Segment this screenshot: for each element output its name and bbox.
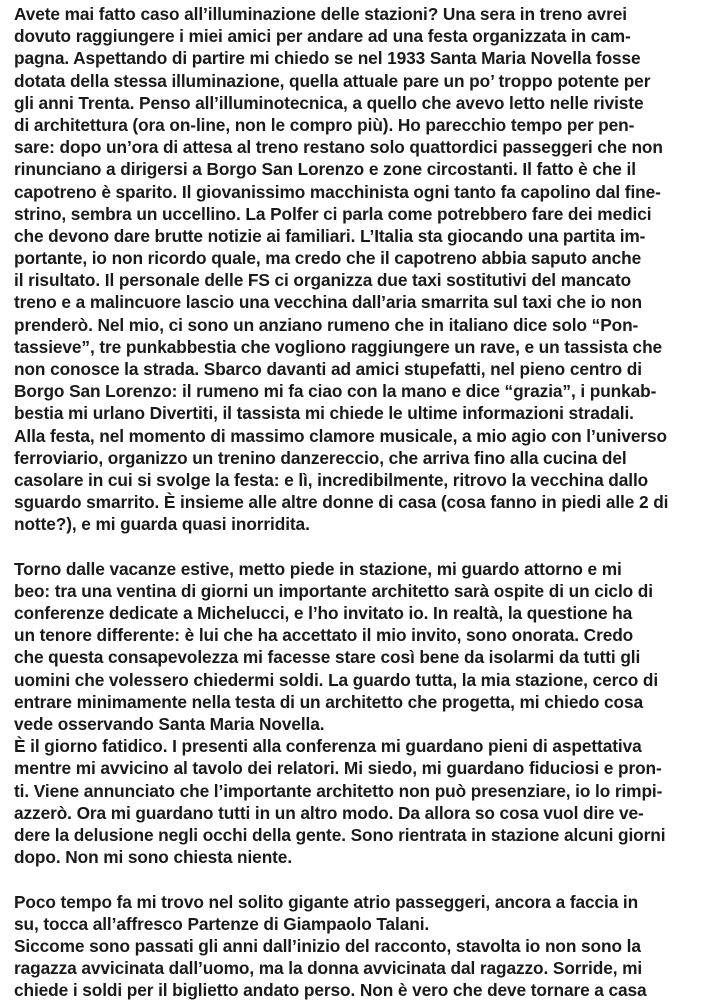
text-line: entrare minimamente nella testa di un architetto che progetta, mi chiedo cosa — [14, 691, 643, 712]
text-line: ti. Viene annunciato che l’importante architetto non può presenziare, io lo rimpi- — [14, 780, 663, 801]
text-line: conferenze dedicate a Michelucci, e l’ho invitato io. In realtà, la questione ha — [14, 603, 633, 624]
text-line: dovuto raggiungere i miei amici per andare ad una festa organizzata in cam- — [14, 26, 631, 47]
text-line: vede osservando Santa Maria Novella. — [14, 714, 325, 734]
text-line: strino, sembra un uccellino. La Polfer ci parla come potrebbero fare dei medici — [14, 203, 652, 224]
text-line: prenderò. Nel mio, ci sono un anziano rumeno che in italiano dice solo “Pon- — [14, 314, 639, 335]
text-line: uomini che volessero chiedermi soldi. La guardo tutta, la mia stazione, cerco di — [14, 669, 659, 690]
text-line: che devono dare brutte notizie ai familiari. L’Italia sta giocando una partita im- — [14, 225, 646, 246]
text-line: gli anni Trenta. Penso all’illuminotecnica, a quello che avevo letto nelle riviste — [14, 92, 644, 113]
text-line: che questa consapevolezza mi facesse stare così bene da isolarmi da tutti gli — [14, 647, 641, 668]
text-line: casolare in cui si svolge la festa: e lì, incredibilmente, ritrovo la vecchina dallo — [14, 469, 649, 490]
text-line: treno e a malincuore lascio una vecchina dall’aria smarrita sul taxi che io non — [14, 292, 642, 313]
text-line: capotreno è sparito. Il giovanissimo macchinista ogni tanto fa capolino dal fine- — [14, 181, 661, 202]
paragraph-1 — [14, 3, 704, 536]
paragraph-gap — [14, 536, 704, 558]
text-line: dotata della stessa illuminazione, quella attuale pare un po’ troppo potente per — [14, 70, 651, 91]
paragraph-2 — [14, 558, 704, 869]
text-line: Torno dalle vacanze estive, metto piede in stazione, mi guardo attorno e mi — [14, 558, 622, 579]
text-line: rinunciano a dirigersi a Borgo San Lorenzo e zone circostanti. Il fatto è che il — [14, 159, 636, 180]
text-line: beo: tra una ventina di giorni un importante architetto sarà ospite di un ciclo di — [14, 580, 653, 601]
text-line: non conosce la strada. Sbarco davanti ad amici stupefatti, nel pieno centro di — [14, 359, 642, 379]
text-line: un tenore differente: è lui che ha accettato il mio invito, sono onorata. Credo — [14, 625, 634, 646]
document-page — [14, 3, 704, 1001]
text-line: portante, io non ricordo quale, ma credo che il capotreno abbia saputo anche — [14, 248, 642, 269]
paragraph-gap — [14, 868, 704, 890]
text-line: Alla festa, nel momento di massimo clamore musicale, a mio agio con l’universo — [14, 425, 667, 446]
text-line: Poco tempo fa mi trovo nel solito gigante atrio passeggeri, ancora a faccia in — [14, 891, 639, 912]
text-line: Siccome sono passati gli anni dall’inizio del racconto, stavolta io non sono la — [14, 935, 641, 956]
text-line: dere la delusione negli occhi della gente. Sono rientrata in stazione alcuni giorni — [14, 824, 666, 845]
text-line: ragazza avvicinata dall’uomo, ma la donna avvicinata dal ragazzo. Sorride, mi — [14, 958, 643, 979]
paragraph-3 — [14, 891, 704, 1002]
text-line: di architettura (ora on-line, non le compro più). Ho parecchio tempo per pen- — [14, 114, 635, 135]
text-line: mentre mi avvicino al tavolo dei relatori. Mi siedo, mi guardano fiduciosi e pron- — [14, 758, 662, 779]
text-line: Borgo San Lorenzo: il rumeno mi fa ciao con la mano e dice “grazia”, i punkab- — [14, 381, 657, 402]
text-line: bestia mi urlano Divertiti, il tassista mi chiede le ultime informazioni stradali. — [14, 403, 634, 424]
text-line: sguardo smarrito. È insieme alle altre donne di casa (cosa fanno in piedi alle 2 di — [14, 492, 669, 513]
text-line: È il giorno fatidico. I presenti alla conferenza mi guardano pieni di aspettativa — [14, 736, 642, 757]
text-line: pagna. Aspettando di partire mi chiedo se nel 1933 Santa Maria Novella fosse — [14, 48, 641, 69]
text-line: su, tocca all’affresco Partenze di Giampaolo Talani. — [14, 913, 430, 934]
text-line: sare: dopo un’ora di attesa al treno restano solo quattordici passeggeri che non — [14, 137, 663, 158]
text-line: dopo. Non mi sono chiesta niente. — [14, 847, 293, 868]
text-line: ferroviario, organizzo un trenino danzereccio, che arriva fino alla cucina del — [14, 447, 627, 468]
text-line: il risultato. Il personale delle FS ci organizza due taxi sostitutivi del mancato — [14, 270, 632, 291]
text-line: Avete mai fatto caso all’illuminazione delle stazioni? Una sera in treno avrei — [14, 4, 627, 24]
text-line: azzerò. Ora mi guardano tutti in un altro modo. Da allora so cosa vuol dire ve- — [14, 802, 644, 823]
text-line: tassieve”, tre punkabbestia che vogliono raggiungere un rave, e un tassista che — [14, 336, 663, 357]
text-line: notte?), e mi guarda quasi inorridita. — [14, 514, 310, 535]
text-line: chiede i soldi per il biglietto andato perso. Non è vero che deve tornare a casa — [14, 980, 647, 1001]
